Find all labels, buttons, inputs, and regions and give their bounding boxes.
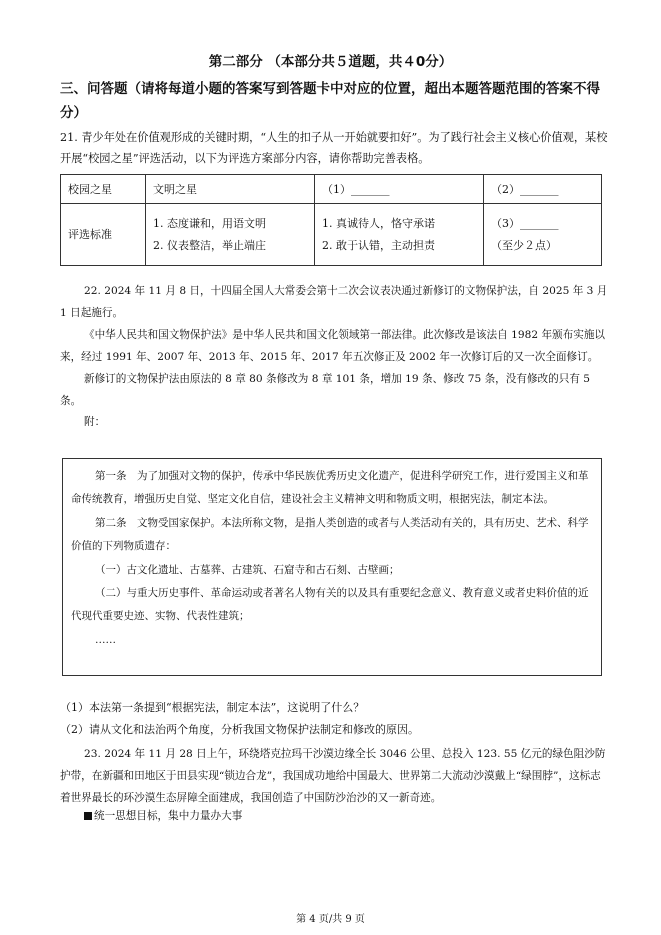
appendix-label: 附： xyxy=(84,416,106,428)
sub-question-2: （2）请从文化和法治两个角度，分析我国文物保护法制定和修改的原因。 xyxy=(60,723,419,736)
criterion: 2. 仪表整洁，举止端庄 xyxy=(153,238,266,252)
table-cell: 校园之星 xyxy=(61,175,146,204)
question-22 xyxy=(60,280,608,412)
ellipsis: …… xyxy=(95,633,116,646)
page-footer: 第 4 页/共 9 页 xyxy=(296,914,365,925)
sub-questions xyxy=(60,697,608,741)
table-cell xyxy=(315,204,484,266)
question-22-para-3: 新修订的文物保护法由原法的 8 章 80 条修改为 8 章 101 条，增加 19 条、修改 75 条，没有修改的只有 5 条。 xyxy=(60,373,591,407)
table-cell-blank-3[interactable] xyxy=(484,204,602,266)
square-bullet-icon xyxy=(84,812,92,820)
table-cell: 评选标准 xyxy=(61,204,146,266)
material-heading xyxy=(84,808,242,823)
table-cell-blank-2[interactable]: （2）_______ xyxy=(484,175,602,204)
criterion-blank: （3）_______ xyxy=(491,216,559,230)
article-2-item-1: （一）古文化遗址、古墓葬、古建筑、石窟寺和古石刻、古壁画； xyxy=(95,563,400,576)
campus-star-table xyxy=(60,174,602,266)
table-cell-blank-1[interactable]: （1）_______ xyxy=(315,175,484,204)
criterion: 1. 真诚待人，恪守承诺 xyxy=(322,216,435,230)
article-2-item-2: （二）与重大历史事件、革命运动或者著名人物有关的以及具有重要纪念意义、教育意义或者史料价值的近代现代重要史迹、实物、代表性建筑； xyxy=(71,587,589,623)
question-21-text: 21. 青少年处在价值观形成的关键时期，“人生的扣子从一开始就要扣好”。为了践行社会主义核心价值观，某校开展“校园之星”评选活动，以下为评选方案部分内容，请你帮助完善表格。 xyxy=(60,131,608,165)
table-row xyxy=(61,204,602,266)
part-title: 第二部分 （本部分共５道题，共４0分） xyxy=(208,54,453,70)
law-excerpt-box xyxy=(62,458,602,676)
criterion-note: （至少２点） xyxy=(491,238,557,252)
question-22-para-1: 22. 2024 年 11 月 8 日，十四届全国人大常委会第十二次会议表决通过新修订的文物保护法，自 2025 年 3 月 1 日起施行。 xyxy=(60,285,608,319)
criterion: 1. 态度谦和，用语文明 xyxy=(153,216,266,230)
article-2: 第二条 文物受国家保护。本法所称文物，是指人类创造的或者与人类活动有关的，具有历史、艺术、科学价值的下列物质遗存： xyxy=(71,516,589,553)
section-title: 三、问答题（请将每道小题的答案写到答题卡中对应的位置，超出本题答题范围的答案不得分） xyxy=(60,81,600,121)
question-23-text: 23. 2024 年 11 月 28 日上午，环绕塔克拉玛干沙漠边缘全长 3046 公里、总投入 123. 55 亿元的绿色阻沙防护带，在新疆和田地区于田县实现“锁边合龙”，我国成功地给中国最大、世界第二大流动沙漠戴上“绿围脖”，这标志着世界最长的环沙漠生态屏障全面建成，我国创造了中国防沙治沙的又一新奇迹。 xyxy=(60,748,606,804)
table-cell: 文明之星 xyxy=(146,175,315,204)
table-row xyxy=(61,175,602,204)
question-22-para-2: 《中华人民共和国文物保护法》是中华人民共和国文化领域第一部法律。此次修改是该法自 1982 年颁布实施以来，经过 1991 年、2007 年、2013 年、2015 年、2017 年五次修正及 2002 年一次修订后的又一次全面修订。 xyxy=(60,329,606,363)
material-heading-text: 统一思想目标，集中力量办大事 xyxy=(94,810,243,822)
question-23 xyxy=(60,743,608,809)
table-cell xyxy=(146,204,315,266)
criterion: 2. 敢于认错，主动担责 xyxy=(322,238,435,252)
article-1: 第一条 为了加强对文物的保护，传承中华民族优秀历史文化遗产，促进科学研究工作，进行爱国主义和革命传统教育，增强历史自觉、坚定文化自信，建设社会主义精神文明和物质文明，根据宪法，制定本法。 xyxy=(71,470,589,506)
sub-question-1: （1）本法第一条提到“根据宪法，制定本法”，这说明了什么？ xyxy=(60,701,365,714)
